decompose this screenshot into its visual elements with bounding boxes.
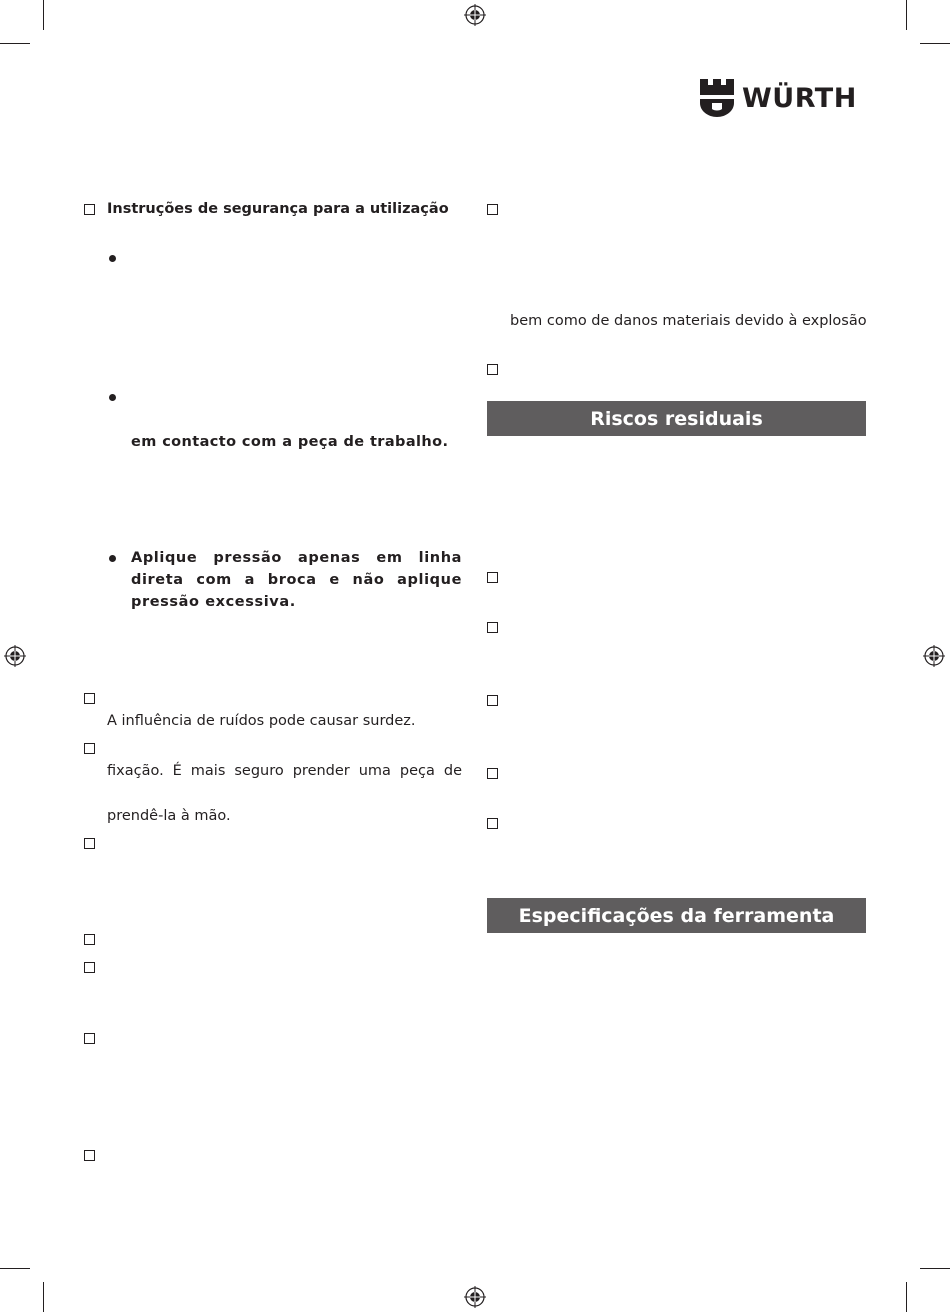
registration-mark-icon [464, 4, 486, 26]
checkbox-icon [487, 768, 498, 779]
fixing-text [107, 760, 462, 782]
crop-mark-top-left-v [43, 0, 44, 30]
checkbox-icon [487, 818, 498, 829]
crop-mark-top-right-h [920, 43, 950, 44]
checkbox-icon [84, 934, 95, 945]
registration-mark-icon [464, 1286, 486, 1308]
crop-mark-bottom-right-h [920, 1268, 950, 1269]
crop-mark-bottom-left-h [0, 1268, 30, 1269]
checkbox-icon [84, 1150, 95, 1161]
checkbox-icon [84, 693, 95, 704]
crop-mark-bottom-left-v [43, 1282, 44, 1312]
crop-mark-bottom-right-v [906, 1282, 907, 1312]
checkbox-icon [84, 962, 95, 973]
section-header-residual-risks: Riscos residuais [487, 401, 866, 436]
safety-heading: Instruções de segurança para a utilização [107, 201, 449, 217]
registration-mark-icon [923, 645, 945, 667]
explosion-text: bem como de danos materiais devido à explosão [510, 313, 867, 329]
crop-mark-top-right-v [906, 0, 907, 30]
checkbox-icon [487, 572, 498, 583]
bullet-icon [109, 555, 116, 562]
checkbox-icon [84, 838, 95, 849]
fixing-line: fixação. É mais seguro prender uma peça de [107, 763, 462, 779]
bullet-icon [109, 255, 116, 262]
bullet-text [131, 547, 462, 613]
checkbox-icon [84, 1033, 95, 1044]
checkbox-icon [487, 364, 498, 375]
registration-mark-icon [4, 645, 26, 667]
fixing-text-end: prendê-la à mão. [107, 808, 231, 824]
bullet-line: direta com a broca e não aplique [131, 572, 462, 588]
checkbox-icon [487, 622, 498, 633]
checkbox-icon [84, 204, 95, 215]
bullet-line: pressão excessiva. [131, 594, 296, 610]
bullet-line: Aplique pressão apenas em linha [131, 550, 462, 566]
checkbox-icon [487, 695, 498, 706]
noise-text: A influência de ruídos pode causar surdez. [107, 713, 416, 729]
bullet-text: em contacto com a peça de trabalho. [131, 434, 449, 450]
crop-mark-top-left-h [0, 43, 30, 44]
checkbox-icon [487, 204, 498, 215]
bullet-icon [109, 394, 116, 401]
brand-name: WÜRTH [742, 82, 857, 114]
section-header-tool-specifications: Especificações da ferramenta [487, 898, 866, 933]
wurth-castle-logo-icon [700, 79, 734, 117]
checkbox-icon [84, 743, 95, 754]
brand-logo [700, 79, 857, 117]
